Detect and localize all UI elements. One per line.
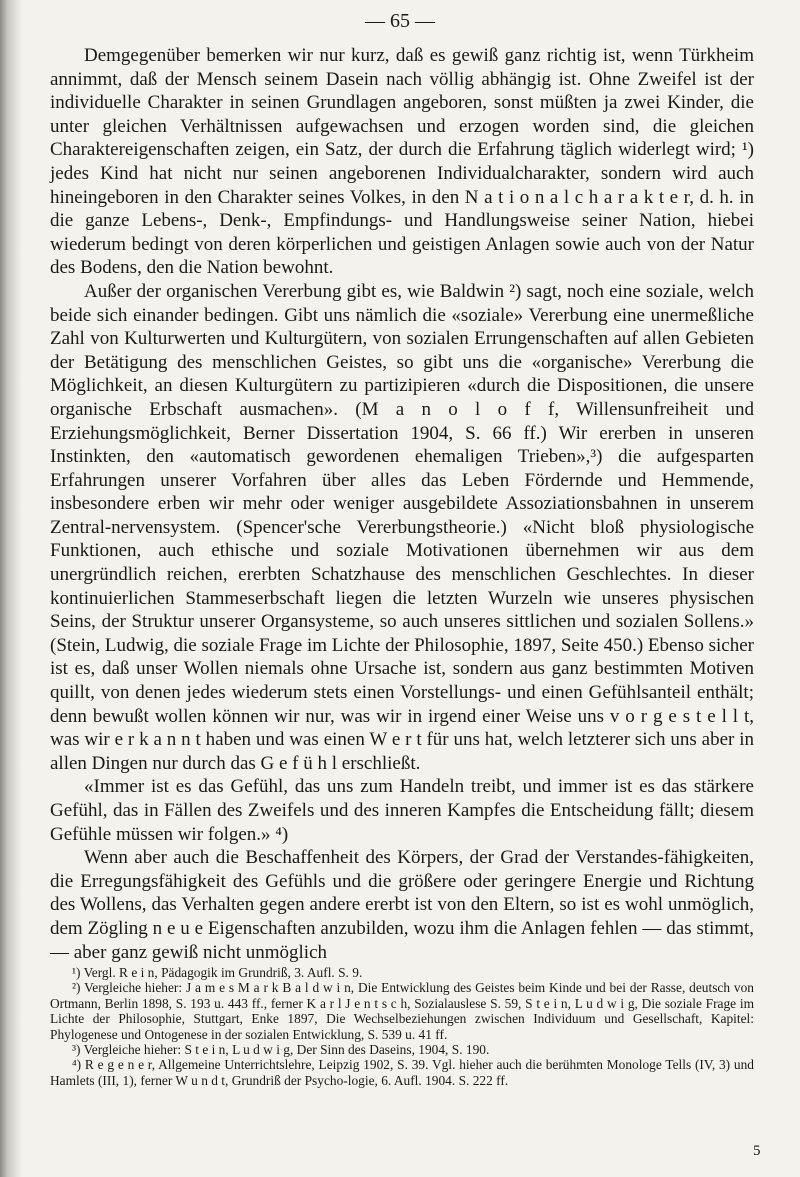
footnote: ²) Vergleiche hieher: J a m e s M a r k B a l d w i n, Die Entwicklung des Geistes beim Kinde und bei der Rasse, deutsch von Ortmann, Berlin 1898, S. 193 u. 443 ff., ferner K a r l J e n t s c h, Sozialauslese S. 59, S t e i n, L u d w i g, Die soziale Frage im Lichte der Philosophie, Stuttgart, Enke 1897, Die Wechselbeziehungen zwischen Individuum und Gesellschaft, Kapitel: Phylogenese und Ontogenese in der sozialen Entwicklung, S. 539 u. 41 ff. — [50, 980, 754, 1042]
footnote: ³) Vergleiche hieher: S t e i n, L u d w i g, Der Sinn des Daseins, 1904, S. 190. — [72, 1042, 490, 1058]
paragraph: Wenn aber auch die Beschaffenheit des Körpers, der Grad der Verstandes-fähigkeiten, die Erregungsfähigkeit des Gefühls und die größere oder geringere Energie und Richtung des Wollens, das Verhalten gegen andere ererbt ist von den Eltern, so ist es wohl unmöglich, dem Zögling n e u e Eigenschaften anzubilden, wozu ihm die Anlagen fehlen — das stimmt, — aber ganz gewiß nicht unmöglich — [50, 847, 754, 963]
main-text — [50, 44, 754, 964]
footnote: ⁴) R e g e n e r, Allgemeine Unterrichtslehre, Leipzig 1902, S. 39. Vgl. hieher auch die berühmten Monologe Tells (IV, 3) und Hamlets (III, 1), ferner W u n d t, Grundriß der Psycho-logie, 6. Aufl. 1904. S. 222 ff. — [50, 1057, 754, 1088]
footnotes — [50, 965, 754, 1088]
page-number: — 65 — — [365, 10, 435, 32]
signature-mark: 5 — [753, 1143, 761, 1159]
paragraph: Demgegenüber bemerken wir nur kurz, daß es gewiß ganz richtig ist, wenn Türkheim annimmt, daß der Mensch seinem Dasein nach völlig abhängig ist. Ohne Zweifel ist der individuelle Charakter in seinen Grundlagen angeboren, sonst müßten ja zwei Kinder, die unter gleichen Verhältnissen aufgewachsen und erzogen worden sind, die gleichen Charaktereigenschaften zeigen, ein Satz, der durch die Erfahrung täglich widerlegt wird; ¹) jedes Kind hat nicht nur seinen angeborenen Individualcharakter, sondern wird auch hineingeboren in den Charakter seines Volkes, in den N a t i o n a l c h a r a k t e r, d. h. in die ganze Lebens-, Denk-, Empfindungs- und Handlungsweise seiner Nation, hiebei wiederum bedingt von deren körperlichen und geistigen Anlagen sowie auch von der Natur des Bodens, den die Nation bewohnt. — [50, 45, 754, 279]
paragraph: Außer der organischen Vererbung gibt es, wie Baldwin ²) sagt, noch eine soziale, welch beide sich einander bedingen. Gibt uns nämlich die «soziale» Vererbung eine unermeßliche Zahl von Kulturwerten und Kulturgütern, von sozialen Errungenschaften auf allen Gebieten der Betätigung des menschlichen Geistes, so gibt uns die «organische» Vererbung die Möglichkeit, an diesen Kulturgütern zu partizipieren «durch die Dispositionen, die unsere organische Erbschaft ausmachen». (M a n o l o f f, Willensunfreiheit und Erziehungsmöglichkeit, Berner Dissertation 1904, S. 66 ff.) Wir ererben in unseren Instinkten, den «automatisch gewordenen ehemaligen Trieben»,³) die aufgesparten Erfahrungen unserer Vorfahren über alles das Leben Fördernde und Hemmende, insbesondere erben wir mehr oder weniger ausgebildete Assoziationsbahnen in unserem Zentral-nervensystem. (Spencer'sche Vererbungstheorie.) «Nicht bloß physiologische Funktionen, auch ethische und soziale Motivationen übernehmen wir aus dem unergründlich reichen, ererbten Schatzhause des menschlichen Geschlechtes. In dieser kontinuierlichen Stammeserbschaft liegen die letzten Wurzeln wie unseres physischen Seins, der Struktur unserer Organsysteme, so auch unseres sittlichen und sozialen Sollens.» (Stein, Ludwig, die soziale Frage im Lichte der Philosophie, 1897, Seite 450.) Ebenso sicher ist es, daß unser Wollen niemals ohne Ursache ist, sondern aus ganz bestimmten Motiven quillt, von denen jedes wiederum stets einen Vorstellungs- und einen Gefühlsanteil enthält; denn bewußt wollen können wir nur, was wir in irgend einer Weise uns v o r g e s t e l l t, was wir e r k a n n t haben und was einen W e r t für uns hat, welch letzterer sich uns aber in allen Dingen nur durch das G e f ü h l erschließt. — [50, 280, 754, 774]
footnote: ¹) Vergl. R e i n, Pädagogik im Grundriß, 3. Aufl. S. 9. — [72, 965, 363, 980]
paragraph: «Immer ist es das Gefühl, das uns zum Handeln treibt, und immer ist es das stärkere Gefühl, das in Fällen des Zweifels und des inneren Kampfes die Entscheidung fällt; diesem Gefühle müssen wir folgen.» ⁴) — [50, 776, 754, 845]
page-edge-shadow — [0, 0, 22, 1177]
